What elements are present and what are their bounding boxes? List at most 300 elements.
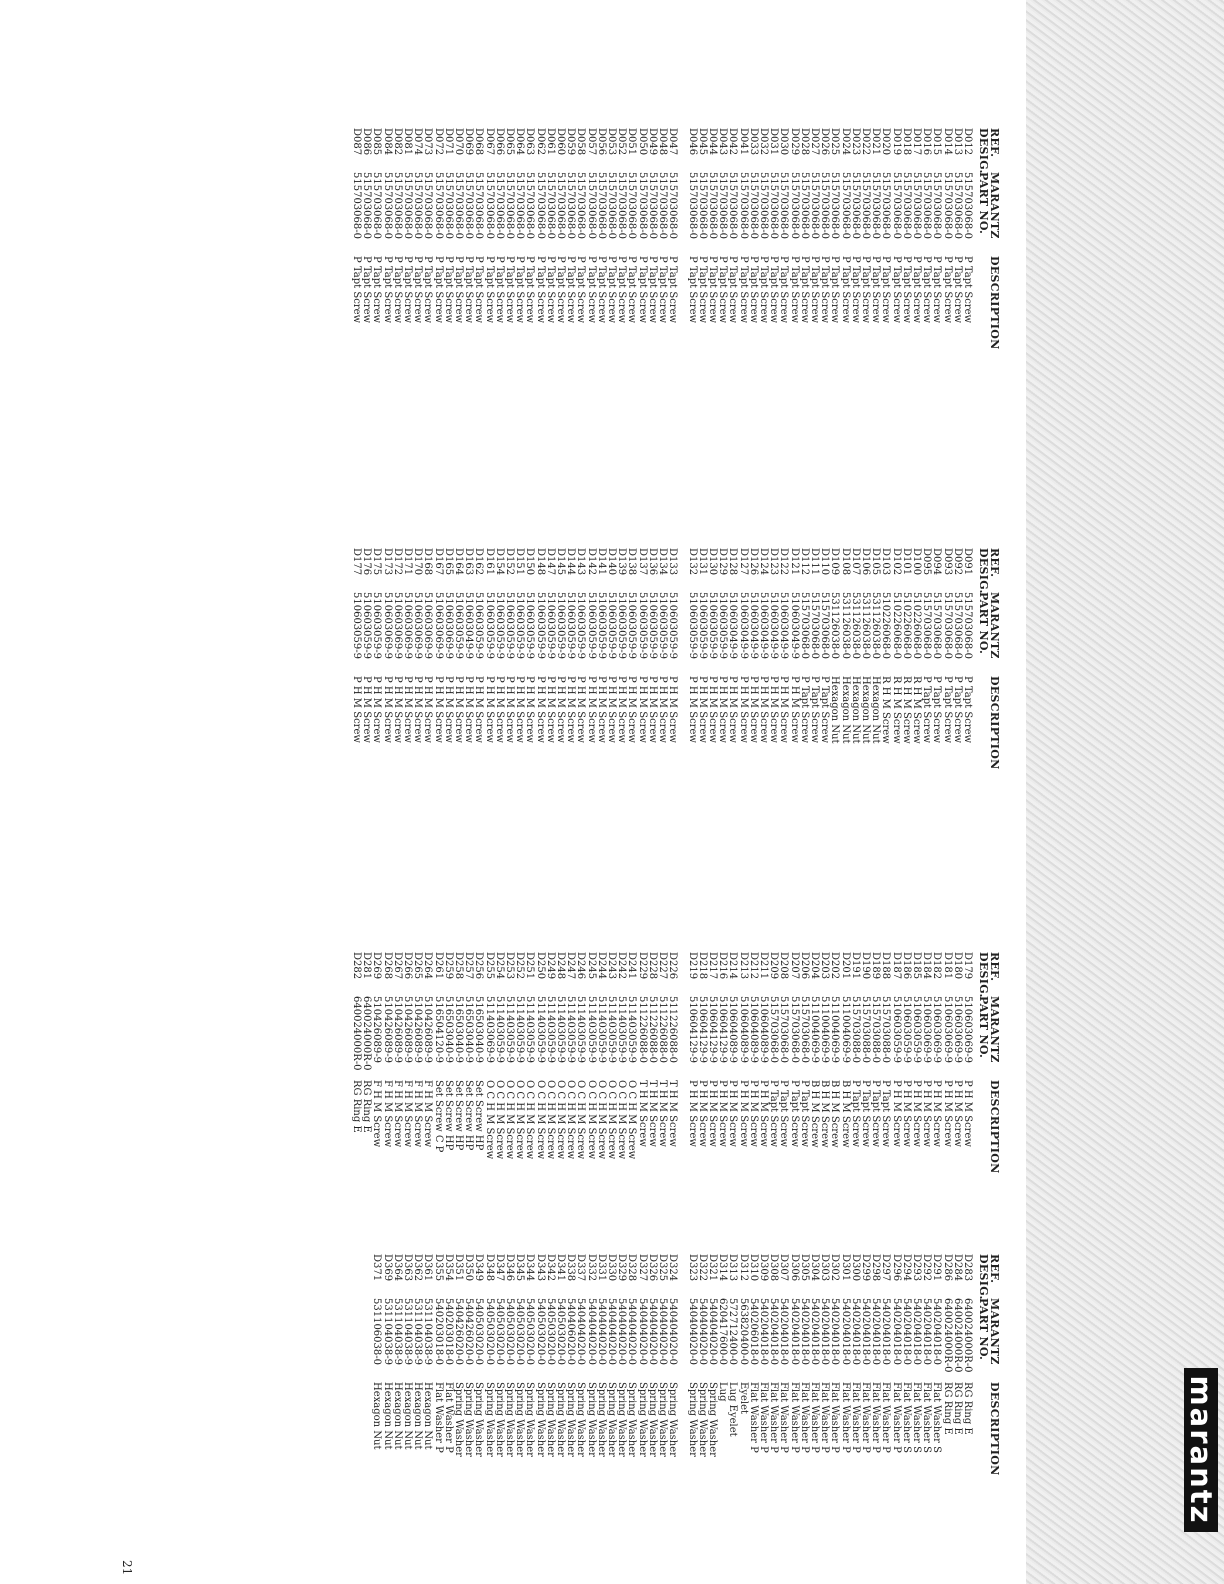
- part-number: 510603059-9: [453, 592, 465, 660]
- parts-section-1: [351, 128, 1000, 366]
- ref-desig: D108: [839, 548, 851, 576]
- ref-desig: D134: [657, 548, 669, 576]
- ref-desig: D191: [849, 952, 861, 980]
- parts-row: [473, 128, 483, 366]
- ref-desig: D154: [493, 548, 505, 576]
- ref-desig: D297: [880, 1254, 892, 1282]
- description: P Tapt Screw: [788, 1080, 800, 1148]
- ref-desig: D019: [890, 128, 902, 156]
- parts-row: [799, 548, 809, 786]
- description: Hexagon Nut: [402, 1382, 414, 1450]
- ref-desig: D057: [585, 128, 597, 156]
- ref-desig: D291: [931, 1254, 943, 1282]
- ref-desig: D267: [391, 952, 403, 980]
- ref-desig: D110: [819, 548, 831, 576]
- ref-desig: D147: [544, 548, 556, 576]
- ref-desig: D122: [778, 548, 790, 576]
- part-number: 510603069-9: [442, 592, 454, 660]
- parts-row: [819, 128, 829, 366]
- parts-row: [596, 548, 606, 786]
- parts-row: [616, 1254, 626, 1492]
- parts-row: [555, 548, 565, 786]
- ref-desig: D027: [808, 128, 820, 156]
- parts-row: [534, 1254, 544, 1492]
- part-number: 510604129-9: [686, 996, 698, 1064]
- parts-row: [890, 548, 900, 786]
- ref-desig: D286: [941, 1254, 953, 1282]
- part-number: 640024000R-0: [951, 1298, 963, 1373]
- description: Spring Washer: [657, 1382, 669, 1457]
- description: P H M Screw: [361, 676, 373, 743]
- ref-desig: D081: [402, 128, 414, 156]
- parts-row: [392, 128, 402, 366]
- ref-desig: D328: [626, 1254, 638, 1282]
- ref-desig: D314: [717, 1254, 729, 1282]
- parts-row: [575, 548, 585, 786]
- parts-row: [962, 548, 972, 786]
- part-number: 510603049-9: [747, 592, 759, 660]
- description: P H M Screw: [788, 676, 800, 743]
- parts-row: [686, 952, 696, 1190]
- part-number: 540404020-0: [626, 1298, 638, 1366]
- part-number: 510603069-9: [402, 592, 414, 660]
- ref-desig: D338: [565, 1254, 577, 1282]
- ref-desig: D085: [371, 128, 383, 156]
- parts-row: [606, 548, 616, 786]
- ref-desig: D258: [453, 952, 465, 980]
- ref-desig: D129: [717, 548, 729, 576]
- part-number: 515703068-0: [921, 172, 933, 240]
- ref-desig: D217: [706, 952, 718, 980]
- description: P H M Screw: [747, 676, 759, 743]
- description: P Tapt Screw: [829, 256, 841, 324]
- ref-desig: D330: [606, 1254, 618, 1282]
- ref-desig: D067: [483, 128, 495, 156]
- part-number: 515703068-0: [636, 172, 648, 240]
- part-number: 515703068-0: [880, 172, 892, 240]
- parts-row: [647, 952, 657, 1190]
- description: P Tapt Screw: [778, 256, 790, 324]
- parts-row: [707, 548, 717, 786]
- parts-row: [748, 952, 758, 1190]
- parts-row: [606, 952, 616, 1190]
- description: P H M Screw: [402, 676, 414, 743]
- ref-desig: D254: [493, 952, 505, 980]
- parts-row: [647, 128, 657, 366]
- part-number: 540204018-0: [778, 1298, 790, 1366]
- part-number: 510226068-0: [910, 592, 922, 660]
- ref-desig: D176: [361, 548, 373, 576]
- part-number: 510226068-0: [900, 592, 912, 660]
- ref-desig: D227: [657, 952, 669, 980]
- description: P H M Screw: [706, 1080, 718, 1147]
- description: P Tapt Screw: [941, 256, 953, 324]
- description: Spring Washer: [473, 1382, 485, 1457]
- description: P Tapt Screw: [504, 256, 516, 324]
- part-number: 515703068-0: [626, 172, 638, 240]
- part-number: 515703068-0: [544, 172, 556, 240]
- description: O C H M Screw: [585, 1080, 597, 1160]
- description: R H M Screw: [880, 676, 892, 744]
- parts-row: [514, 952, 524, 1190]
- ref-desig: D354: [442, 1254, 454, 1282]
- parts-row: [402, 128, 412, 366]
- description: P Tapt Screw: [595, 256, 607, 324]
- ref-desig: D025: [829, 128, 841, 156]
- parts-row: [911, 952, 921, 1190]
- parts-row: [778, 1254, 788, 1492]
- description: Flat Washer P: [778, 1382, 790, 1453]
- parts-row: [626, 128, 636, 366]
- ref-desig: D132: [686, 548, 698, 576]
- description: Spring Washer: [626, 1382, 638, 1457]
- ref-desig: D349: [473, 1254, 485, 1282]
- description: T H M Screw: [667, 1080, 679, 1147]
- description: P Tapt Screw: [910, 256, 922, 324]
- description: P H M Screw: [534, 676, 546, 743]
- parts-row: [524, 1254, 534, 1492]
- description: O C H M Screw: [626, 1080, 638, 1160]
- part-number: 510426089-9: [381, 996, 393, 1064]
- parts-row: [402, 548, 412, 786]
- part-number: 510603059-9: [667, 592, 679, 660]
- description: Spring Washer: [493, 1382, 505, 1457]
- part-number: 511403059-9: [606, 996, 618, 1064]
- ref-desig: D082: [391, 128, 403, 156]
- description: P H M Screw: [757, 1080, 769, 1147]
- description: P Tapt Screw: [442, 256, 454, 324]
- description: P H M Screw: [646, 676, 658, 743]
- description: P Tapt Screw: [636, 256, 648, 324]
- part-number: 515703068-0: [565, 172, 577, 240]
- description: P H M Screw: [737, 1080, 749, 1147]
- ref-desig: D219: [686, 952, 698, 980]
- description: Spring Washer: [575, 1382, 587, 1457]
- parts-row: [921, 128, 931, 366]
- part-number: 511403059-9: [555, 996, 567, 1064]
- ref-desig: D300: [849, 1254, 861, 1282]
- parts-row: [483, 952, 493, 1190]
- part-number: 540404020-0: [585, 1298, 597, 1366]
- description: P H M Screw: [585, 676, 597, 743]
- parts-row: [941, 952, 951, 1190]
- description: Flat Washer P: [859, 1382, 871, 1453]
- parts-row: [402, 1254, 412, 1492]
- ref-desig: D186: [900, 952, 912, 980]
- description: O C H M Screw: [524, 1080, 536, 1160]
- description: Spring Washer: [636, 1382, 648, 1457]
- part-number: 511226088-0: [667, 996, 679, 1064]
- header-ref: REF. DESIG.: [977, 548, 1001, 594]
- part-number: 511403069-9: [483, 996, 495, 1064]
- part-number: 510603049-9: [768, 592, 780, 660]
- part-number: 540204018-0: [890, 1298, 902, 1366]
- description: P Tapt Screw: [544, 256, 556, 324]
- ref-desig: D170: [412, 548, 424, 576]
- ref-desig: D140: [606, 548, 618, 576]
- description: R H M Screw: [900, 676, 912, 744]
- description: P Tapt Screw: [849, 1080, 861, 1148]
- part-number: 640024000R-0: [941, 1298, 953, 1373]
- part-number: 515703068-0: [483, 172, 495, 240]
- part-number: 540203018-0: [432, 1298, 444, 1366]
- ref-desig: D181: [941, 952, 953, 980]
- parts-row: [432, 952, 442, 1190]
- parts-row: [494, 952, 504, 1190]
- part-number: 515703068-0: [616, 172, 628, 240]
- description: P Tapt Screw: [870, 1080, 882, 1148]
- parts-row: [758, 952, 768, 1190]
- parts-row: [890, 128, 900, 366]
- header-description: DESCRIPTION: [988, 1080, 1001, 1174]
- description: P Tapt Screw: [819, 256, 831, 324]
- ref-desig: D308: [768, 1254, 780, 1282]
- ref-desig: D102: [890, 548, 902, 576]
- ref-desig: D145: [555, 548, 567, 576]
- description: Flat Washer S: [910, 1382, 922, 1453]
- ref-desig: D294: [900, 1254, 912, 1282]
- part-number: 515703068-0: [646, 172, 658, 240]
- part-number: 510426089-9: [412, 996, 424, 1064]
- parts-row: [778, 952, 788, 1190]
- ref-desig: D204: [808, 952, 820, 980]
- part-number: 531104038-9: [422, 1298, 434, 1366]
- parts-row: [941, 128, 951, 366]
- ref-desig: D047: [667, 128, 679, 156]
- part-number: 510603069-9: [422, 592, 434, 660]
- description: P Tapt Screw: [788, 256, 800, 324]
- parts-row: [463, 128, 473, 366]
- header-description: DESCRIPTION: [988, 676, 1001, 770]
- part-number: 515703068-0: [585, 172, 597, 240]
- ref-desig: D305: [798, 1254, 810, 1282]
- ref-desig: D282: [351, 952, 363, 980]
- parts-row: [737, 128, 747, 366]
- description: P Tapt Screw: [534, 256, 546, 324]
- parts-row: [443, 548, 453, 786]
- description: F H M Screw: [422, 1080, 434, 1148]
- ref-desig: D206: [798, 952, 810, 980]
- description: P Tapt Screw: [667, 256, 679, 324]
- parts-row: [585, 952, 595, 1190]
- part-number: 540204018-0: [768, 1298, 780, 1366]
- ref-desig: D172: [391, 548, 403, 576]
- ref-desig: D208: [778, 952, 790, 980]
- parts-row: [667, 128, 677, 366]
- part-number: 515703068-0: [788, 996, 800, 1064]
- ref-desig: D331: [595, 1254, 607, 1282]
- description: P H M Screw: [565, 676, 577, 743]
- part-number: 540404020-0: [636, 1298, 648, 1366]
- marantz-logo: [1184, 1368, 1218, 1532]
- part-number: 511004069-9: [839, 996, 851, 1064]
- parts-row: [555, 952, 565, 1190]
- part-number: 515703068-0: [798, 996, 810, 1064]
- part-number: 510603059-9: [696, 592, 708, 660]
- parts-row: [737, 952, 747, 1190]
- parts-row: [778, 128, 788, 366]
- description: O C H M Screw: [544, 1080, 556, 1160]
- ref-desig: D247: [565, 952, 577, 980]
- description: P H M Screw: [686, 1080, 698, 1147]
- parts-row: [596, 128, 606, 366]
- ref-desig: D063: [524, 128, 536, 156]
- description: P H M Screw: [921, 1080, 933, 1147]
- parts-row: [412, 128, 422, 366]
- description: Hexagon Nut: [839, 676, 851, 744]
- ref-desig: D306: [788, 1254, 800, 1282]
- parts-row: [921, 1254, 931, 1492]
- ref-desig: D363: [402, 1254, 414, 1282]
- part-number: 510426089-9: [422, 996, 434, 1064]
- parts-row: [788, 548, 798, 786]
- parts-row: [809, 952, 819, 1190]
- parts-row: [606, 1254, 616, 1492]
- ref-desig: D184: [921, 952, 933, 980]
- parts-row: [737, 548, 747, 786]
- description: P H M Screw: [706, 676, 718, 743]
- part-number: 515703068-0: [514, 172, 526, 240]
- ref-desig: D201: [839, 952, 851, 980]
- description: P Tapt Screw: [524, 256, 536, 324]
- parts-row: [555, 1254, 565, 1492]
- parts-row: [839, 548, 849, 786]
- parts-row: [727, 548, 737, 786]
- parts-row: [351, 548, 361, 786]
- part-number: 515703068-0: [798, 592, 810, 660]
- parts-row: [351, 952, 361, 1190]
- parts-row: [952, 1254, 962, 1492]
- parts-row: [392, 1254, 402, 1492]
- parts-row: [575, 128, 585, 366]
- description: Spring Washer: [565, 1382, 577, 1457]
- parts-row: [839, 952, 849, 1190]
- ref-desig: D259: [442, 952, 454, 980]
- parts-row: [931, 548, 941, 786]
- parts-row: [921, 952, 931, 1190]
- parts-row: [657, 1254, 667, 1492]
- part-number: 515703068-0: [788, 172, 800, 240]
- parts-row: [717, 128, 727, 366]
- description: Set Screw HP: [442, 1080, 454, 1151]
- page-number: 21: [120, 1560, 134, 1576]
- ref-desig: D022: [859, 128, 871, 156]
- parts-row: [494, 548, 504, 786]
- parts-row: [788, 952, 798, 1190]
- part-number: 515703068-0: [555, 172, 567, 240]
- description: P Tapt Screw: [747, 256, 759, 324]
- ref-desig: D087: [351, 128, 363, 156]
- ref-desig: D332: [585, 1254, 597, 1282]
- ref-desig: D202: [829, 952, 841, 980]
- parts-row: [931, 128, 941, 366]
- part-number: 531126038-0: [829, 592, 841, 660]
- parts-row: [911, 128, 921, 366]
- part-number: 515703068-0: [808, 172, 820, 240]
- parts-row: [453, 128, 463, 366]
- parts-row: [545, 1254, 555, 1492]
- ref-desig: D327: [636, 1254, 648, 1282]
- part-number: 511403059-9: [565, 996, 577, 1064]
- parts-row: [637, 1254, 647, 1492]
- description: P Tapt Screw: [422, 256, 434, 324]
- header-ref: REF. DESIG.: [977, 128, 1001, 174]
- parts-row: [361, 548, 371, 786]
- parts-row: [545, 952, 555, 1190]
- parts-row: [463, 1254, 473, 1492]
- description: P Tapt Screw: [900, 256, 912, 324]
- description: Spring Washer: [544, 1382, 556, 1457]
- part-number: 510426089-9: [371, 996, 383, 1064]
- description: P Tapt Screw: [859, 1080, 871, 1148]
- ref-desig: D173: [381, 548, 393, 576]
- description: P Tapt Screw: [402, 256, 414, 324]
- ref-desig: D296: [890, 1254, 902, 1282]
- description: P Tapt Screw: [798, 676, 810, 744]
- description: P Tapt Screw: [859, 256, 871, 324]
- part-number: 640024000R-0: [351, 996, 363, 1071]
- description: P H M Screw: [493, 676, 505, 743]
- description: Flat Washer P: [442, 1382, 454, 1453]
- header-part-no: MARANTZ PART NO.: [977, 592, 1001, 659]
- parts-row: [931, 952, 941, 1190]
- parts-row: [901, 128, 911, 366]
- part-number: 510603059-9: [636, 592, 648, 660]
- part-number: 511403059-9: [544, 996, 556, 1064]
- parts-row: [819, 1254, 829, 1492]
- ref-desig: D049: [646, 128, 658, 156]
- ref-desig: D189: [870, 952, 882, 980]
- part-number: 510603049-9: [757, 592, 769, 660]
- parts-row: [504, 548, 514, 786]
- ref-desig: D342: [544, 1254, 556, 1282]
- parts-row: [371, 548, 381, 786]
- parts-row: [829, 548, 839, 786]
- description: RG Ring E: [941, 1382, 953, 1435]
- parts-row: [839, 128, 849, 366]
- part-number: 515703068-0: [463, 172, 475, 240]
- parts-row: [514, 128, 524, 366]
- parts-row: [361, 952, 371, 1190]
- part-number: 510603059-9: [900, 996, 912, 1064]
- part-number: 510226068-0: [880, 592, 892, 660]
- parts-row: [494, 1254, 504, 1492]
- ref-desig: D168: [422, 548, 434, 576]
- ref-desig: D212: [747, 952, 759, 980]
- description: P Tapt Screw: [432, 256, 444, 324]
- part-number: 510603049-9: [463, 592, 475, 660]
- description: R H M Screw: [910, 676, 922, 744]
- part-number: 515703088-0: [880, 996, 892, 1064]
- part-number: 540204018-0: [900, 1298, 912, 1366]
- ref-desig: D323: [686, 1254, 698, 1282]
- description: P Tapt Screw: [962, 256, 973, 324]
- parts-row: [768, 548, 778, 786]
- parts-row: [504, 128, 514, 366]
- ref-desig: D307: [778, 1254, 790, 1282]
- part-number: 515703068-0: [890, 172, 902, 240]
- ref-desig: D126: [747, 548, 759, 576]
- description: Flat Washer S: [900, 1382, 912, 1453]
- ref-desig: D326: [646, 1254, 658, 1282]
- description: Spring Washer: [646, 1382, 658, 1457]
- part-number: 540503020-0: [514, 1298, 526, 1366]
- description: P Tapt Screw: [941, 676, 953, 744]
- ref-desig: D283: [962, 1254, 973, 1282]
- description: Spring Washer: [504, 1382, 516, 1457]
- parts-row: [717, 1254, 727, 1492]
- parts-row: [483, 128, 493, 366]
